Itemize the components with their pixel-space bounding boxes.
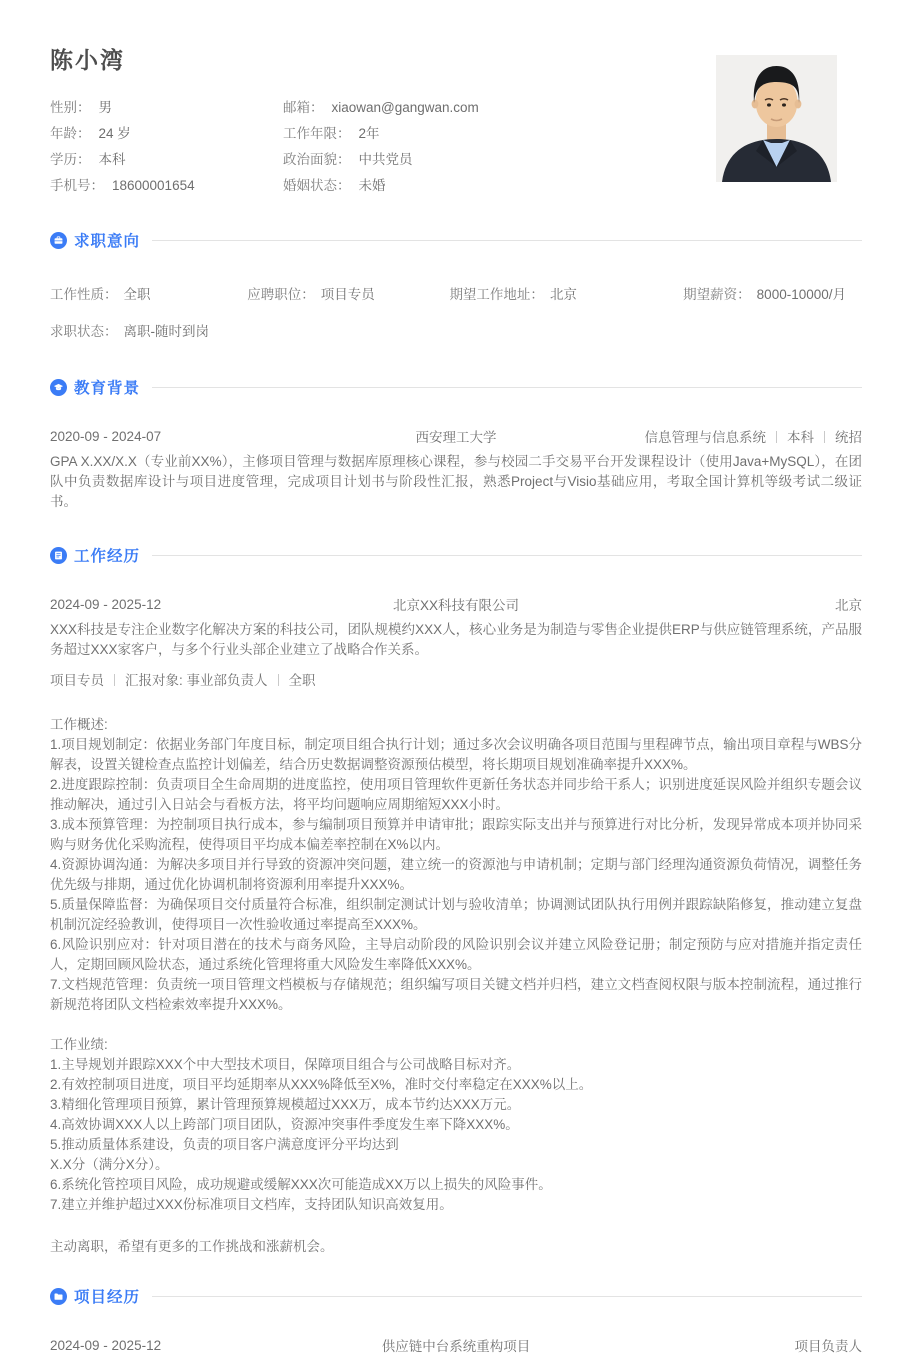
section-header-job-intention	[50, 229, 862, 251]
education-meta	[642, 426, 862, 446]
achievement-item: 4.高效协调XXX人以上跨部门项目团队，资源冲突事件季度发生率下降XXX%。	[50, 1117, 519, 1132]
info-label: 邮箱：	[283, 100, 324, 115]
graduation-cap-icon	[50, 379, 67, 396]
vertical-separator	[776, 431, 777, 443]
field-value: 8000-10000/月	[756, 287, 846, 302]
info-label: 政治面貌：	[283, 152, 351, 167]
field-target-location	[449, 283, 683, 303]
achievement-item: 1.主导规划并跟踪XXX个中大型技术项目，保障项目组合与公司战略目标对齐。	[50, 1057, 521, 1072]
overview-item: 3.成本预算管理：为控制项目执行成本，参与编制项目预算并申请审批；跟踪实际支出并与预算进行对比分析，发现异常成本项并协同采购与财务优化采购流程，使得项目平均成本偏差率控制在X%以内。	[50, 817, 862, 852]
achievement-item: 6.系统化管控项目风险，成功规避或缓解XXX次可能造成XX万以上损失的风险事件。	[50, 1177, 552, 1192]
basic-info-left	[50, 95, 283, 199]
section-divider	[152, 387, 862, 388]
company-intro: XXX科技是专注企业数字化解决方案的科技公司，团队规模约XXX人，核心业务是为制造与零售企业提供ERP与供应链管理系统，产品服务超过XXX家客户，与多个行业头部企业建立了战略合作关系。	[50, 622, 862, 657]
field-job-status	[50, 320, 209, 340]
info-row-email	[283, 95, 663, 121]
info-value: 本科	[98, 152, 126, 167]
field-value: 离职-随时到岗	[123, 324, 209, 339]
achievement-item: 5.推动质量体系建设，负责的项目客户满意度评分平均达到	[50, 1137, 399, 1152]
job-intention-row-1	[50, 283, 862, 303]
work-report-to: 汇报对象: 事业部负责人	[125, 673, 268, 688]
section-header-project-experience	[50, 1285, 862, 1307]
info-value: 未婚	[358, 178, 386, 193]
section-title: 工作经历	[74, 548, 141, 565]
section-header-work-experience	[50, 544, 862, 566]
info-label: 性别：	[50, 100, 91, 115]
job-intention-row-2	[50, 320, 862, 340]
overview-item: 6.风险识别应对：针对项目潜在的技术与商务风险，主导启动阶段的风险识别会议并建立风险登记册；制定预防与应对措施并指定责任人，定期回顾风险状态，通过系统化管理将重大风险发生率降低XXX%。	[50, 937, 862, 972]
overview-item: 2.进度跟踪控制：负责项目全生命周期的进度监控，使用项目管理软件更新任务状态并同步给干系人；识别进度延误风险并组织专题会议推动解决，通过引入日站会与看板方法，将平均问题响应周期缩短XXX小时。	[50, 777, 862, 812]
project-period: 2024-09 - 2025-12	[50, 1337, 162, 1353]
education-admission: 统招	[835, 430, 862, 445]
overview-item: 4.资源协调沟通：为解决多项目并行导致的资源冲突问题，建立统一的资源池与申请机制；定期与部门经理沟通资源负荷情况，调整任务优先级与排期，通过优化协调机制将资源利用率提升XXX%。	[50, 857, 862, 892]
info-label: 工作年限：	[283, 126, 351, 141]
info-row-phone	[50, 173, 283, 199]
field-value: 全职	[123, 287, 151, 302]
education-school: 西安理工大学	[415, 430, 497, 445]
project-name: 供应链中台系统重构项目	[381, 1339, 531, 1354]
field-job-nature	[50, 283, 247, 303]
info-value: 24 岁	[98, 126, 131, 141]
candidate-name: 陈小湾	[50, 47, 125, 73]
section-divider	[152, 555, 862, 556]
education-row	[50, 426, 862, 446]
info-value: 男	[98, 100, 112, 115]
overview-item: 1.项目规划制定：依据业务部门年度目标，制定项目组合执行计划；通过多次会议明确各项目范围与里程碑节点，输出项目章程与WBS分解表，设置关键检查点监控计划偏差，结合历史数据调整资源预估模型，将长期项目规划准确率提升XXX%。	[50, 737, 862, 772]
info-row-political-status	[283, 147, 663, 173]
vertical-separator	[824, 431, 825, 443]
achievement-item: 2.有效控制项目进度，项目平均延期率从XXX%降低至X%，准时交付率稳定在XXX%以上。	[50, 1077, 593, 1092]
project-experience-row	[50, 1335, 862, 1355]
field-expected-salary	[683, 283, 862, 303]
field-label: 期望工作地址：	[449, 287, 544, 302]
education-major: 信息管理与信息系统	[644, 430, 766, 445]
info-label: 手机号：	[50, 178, 104, 193]
info-label: 婚姻状态：	[283, 178, 351, 193]
field-target-position	[247, 283, 449, 303]
vertical-separator	[114, 674, 115, 686]
education-period: 2020-09 - 2024-07	[50, 428, 162, 444]
field-label: 工作性质：	[50, 287, 118, 302]
field-label: 期望薪资：	[683, 287, 751, 302]
vertical-separator	[278, 674, 279, 686]
portrait-illustration	[716, 55, 837, 182]
project-role: 项目负责人	[794, 1339, 862, 1354]
field-label: 求职状态：	[50, 324, 118, 339]
info-label: 学历：	[50, 152, 91, 167]
overview-item: 5.质量保障监督：为确保项目交付质量符合标准，组织制定测试计划与验收清单；协调测试团队执行用例并跟踪缺陷修复，推动建立复盘机制沉淀经验教训，使得项目一次性验收通过率提高至XXX%。	[50, 897, 862, 932]
achievement-item: X.X分（满分X分）。	[50, 1157, 169, 1172]
info-row-education	[50, 147, 283, 173]
work-job-type: 全职	[288, 673, 316, 688]
leaving-reason: 主动离职，希望有更多的工作挑战和涨薪机会。	[50, 1239, 334, 1254]
info-row-marital-status	[283, 173, 663, 199]
field-label: 应聘职位：	[247, 287, 315, 302]
section-divider	[152, 240, 862, 241]
section-title: 求职意向	[74, 233, 141, 250]
work-overview-label: 工作概述:	[50, 717, 108, 732]
info-row-age	[50, 121, 283, 147]
achievement-item: 3.精细化管理项目预算，累计管理预算规模超过XXX万，成本节约达XXX万元。	[50, 1097, 521, 1112]
work-company: 北京XX科技有限公司	[392, 598, 519, 613]
overview-item: 7.文档规范管理：负责统一项目管理文档模板与存储规范；组织编写项目关键文档并归档，建立文档查阅权限与版本控制流程，通过推行新规范将团队文档检索效率提升XXX%。	[50, 977, 862, 1012]
info-label: 年龄：	[50, 126, 91, 141]
resume-document-icon	[50, 547, 67, 564]
work-achievements-label: 工作业绩:	[50, 1037, 108, 1052]
info-row-work-years	[283, 121, 663, 147]
section-header-education	[50, 376, 862, 398]
info-value: 中共党员	[358, 152, 413, 167]
section-title: 项目经历	[74, 1289, 141, 1306]
section-title: 教育背景	[74, 380, 141, 397]
work-experience-row	[50, 594, 862, 614]
basic-info-right	[283, 95, 663, 199]
section-divider	[152, 1296, 862, 1297]
info-value: 18600001654	[112, 178, 195, 193]
info-value: 2年	[358, 126, 380, 141]
info-row-gender	[50, 95, 283, 121]
profile-photo	[716, 55, 837, 182]
work-overview-block	[50, 715, 862, 1015]
work-achievements-block	[50, 1035, 862, 1215]
field-value: 北京	[549, 287, 577, 302]
education-degree: 本科	[787, 430, 814, 445]
work-role-line	[50, 669, 862, 689]
field-value: 项目专员	[320, 287, 375, 302]
work-period: 2024-09 - 2025-12	[50, 596, 162, 612]
briefcase-icon	[50, 232, 67, 249]
work-position: 项目专员	[50, 673, 104, 688]
achievement-item: 7.建立并维护超过XXX份标准项目文档库，支持团队知识高效复用。	[50, 1197, 453, 1212]
education-description: GPA X.XX/X.X（专业前XX%），主修项目管理与数据库原理核心课程，参与校园二手交易平台开发课程设计（使用Java+MySQL），在团队中负责数据库设计与项目进度管理，完成项目计划书与阶段性汇报，熟悉Project与Visio基础应用，考取全国计算机等级考试二级证书。	[50, 454, 862, 509]
folder-icon	[50, 1288, 67, 1305]
work-location: 北京	[835, 598, 862, 613]
info-value: xiaowan@gangwan.com	[331, 100, 479, 115]
